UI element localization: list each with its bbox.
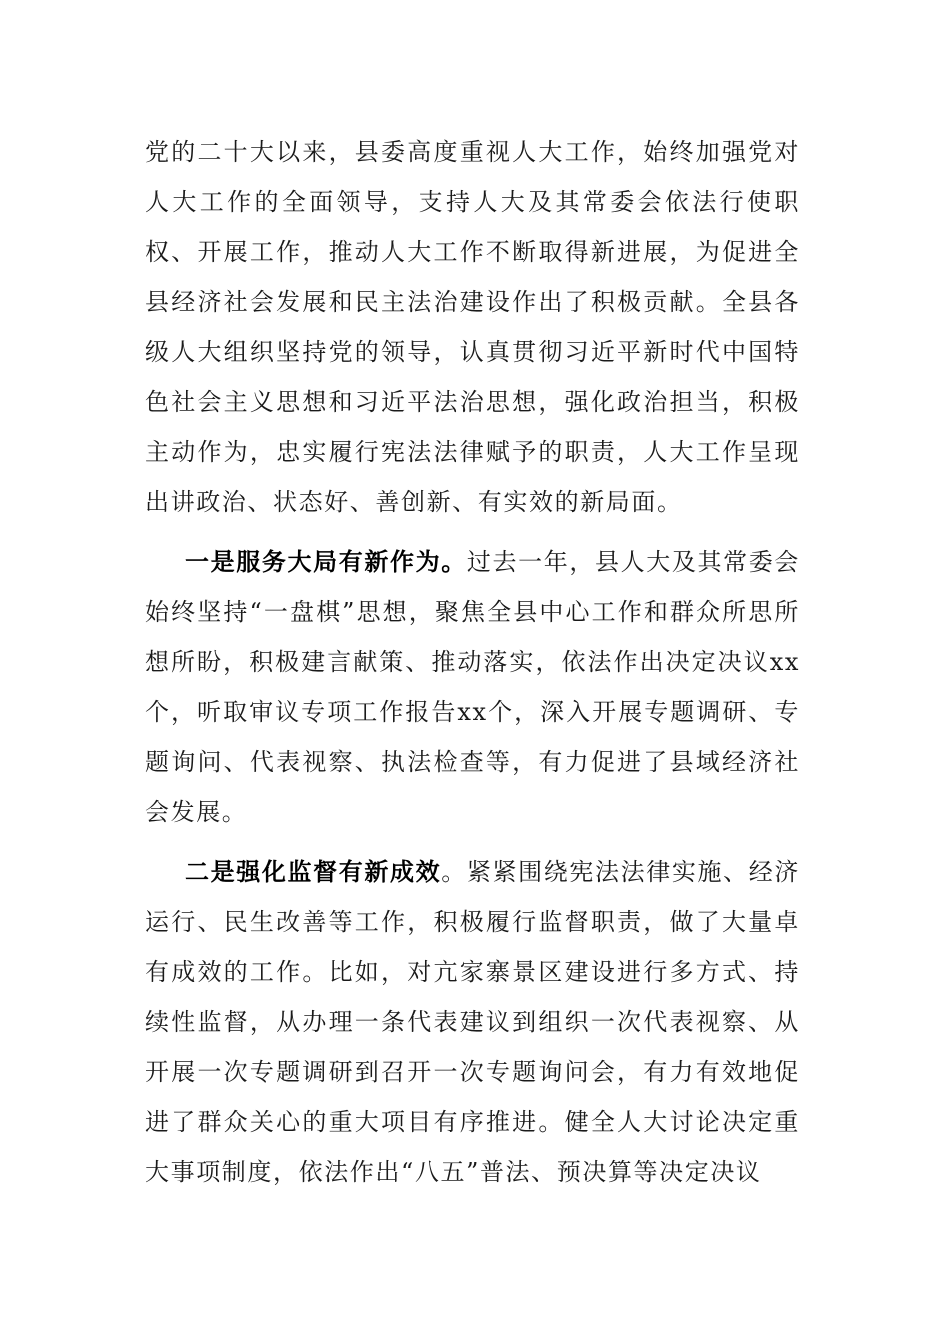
document-body xyxy=(145,127,800,1207)
paragraph-service-text: 过去一年，县人大及其常委会始终坚持“一盘棋”思想，聚焦全县中心工作和群众所思所想所盼，积极建言献策、推动落实，依法作出决定决议xx个，听取审议专项工作报告xx个，深入开展专题调研、专题询问、代表视察、执法检查等，有力促进了县域经济社会发展。 xyxy=(145,548,800,826)
paragraph-intro xyxy=(145,127,800,527)
paragraph-service xyxy=(145,537,800,837)
paragraph-service-lead: 一是服务大局有新作为。 xyxy=(185,547,467,576)
paragraph-supervision-text: 。紧紧围绕宪法法律实施、经济运行、民生改善等工作，积极履行监督职责，做了大量卓有成效的工作。比如，对亢家寨景区建设进行多方式、持续性监督，从办理一条代表建议到组织一次代表视察、从开展一次专题调研到召开一次专题询问会，有力有效地促进了群众关心的重大项目有序推进。健全人大讨论决定重大事项制度，依法作出“八五”普法、预决算等决定决议 xyxy=(145,858,801,1186)
paragraph-intro-text: 党的二十大以来，县委高度重视人大工作，始终加强党对人大工作的全面领导，支持人大及其常委会依法行使职权、开展工作，推动人大工作不断取得新进展，为促进全县经济社会发展和民主法治建设作出了积极贡献。全县各级人大组织坚持党的领导，认真贯彻习近平新时代中国特色社会主义思想和习近平法治思想，强化政治担当，积极主动作为，忠实履行宪法法律赋予的职责，人大工作呈现出讲政治、状态好、善创新、有实效的新局面。 xyxy=(145,138,800,516)
paragraph-supervision xyxy=(145,847,800,1197)
paragraph-supervision-lead: 二是强化监督有新成效 xyxy=(185,857,442,886)
